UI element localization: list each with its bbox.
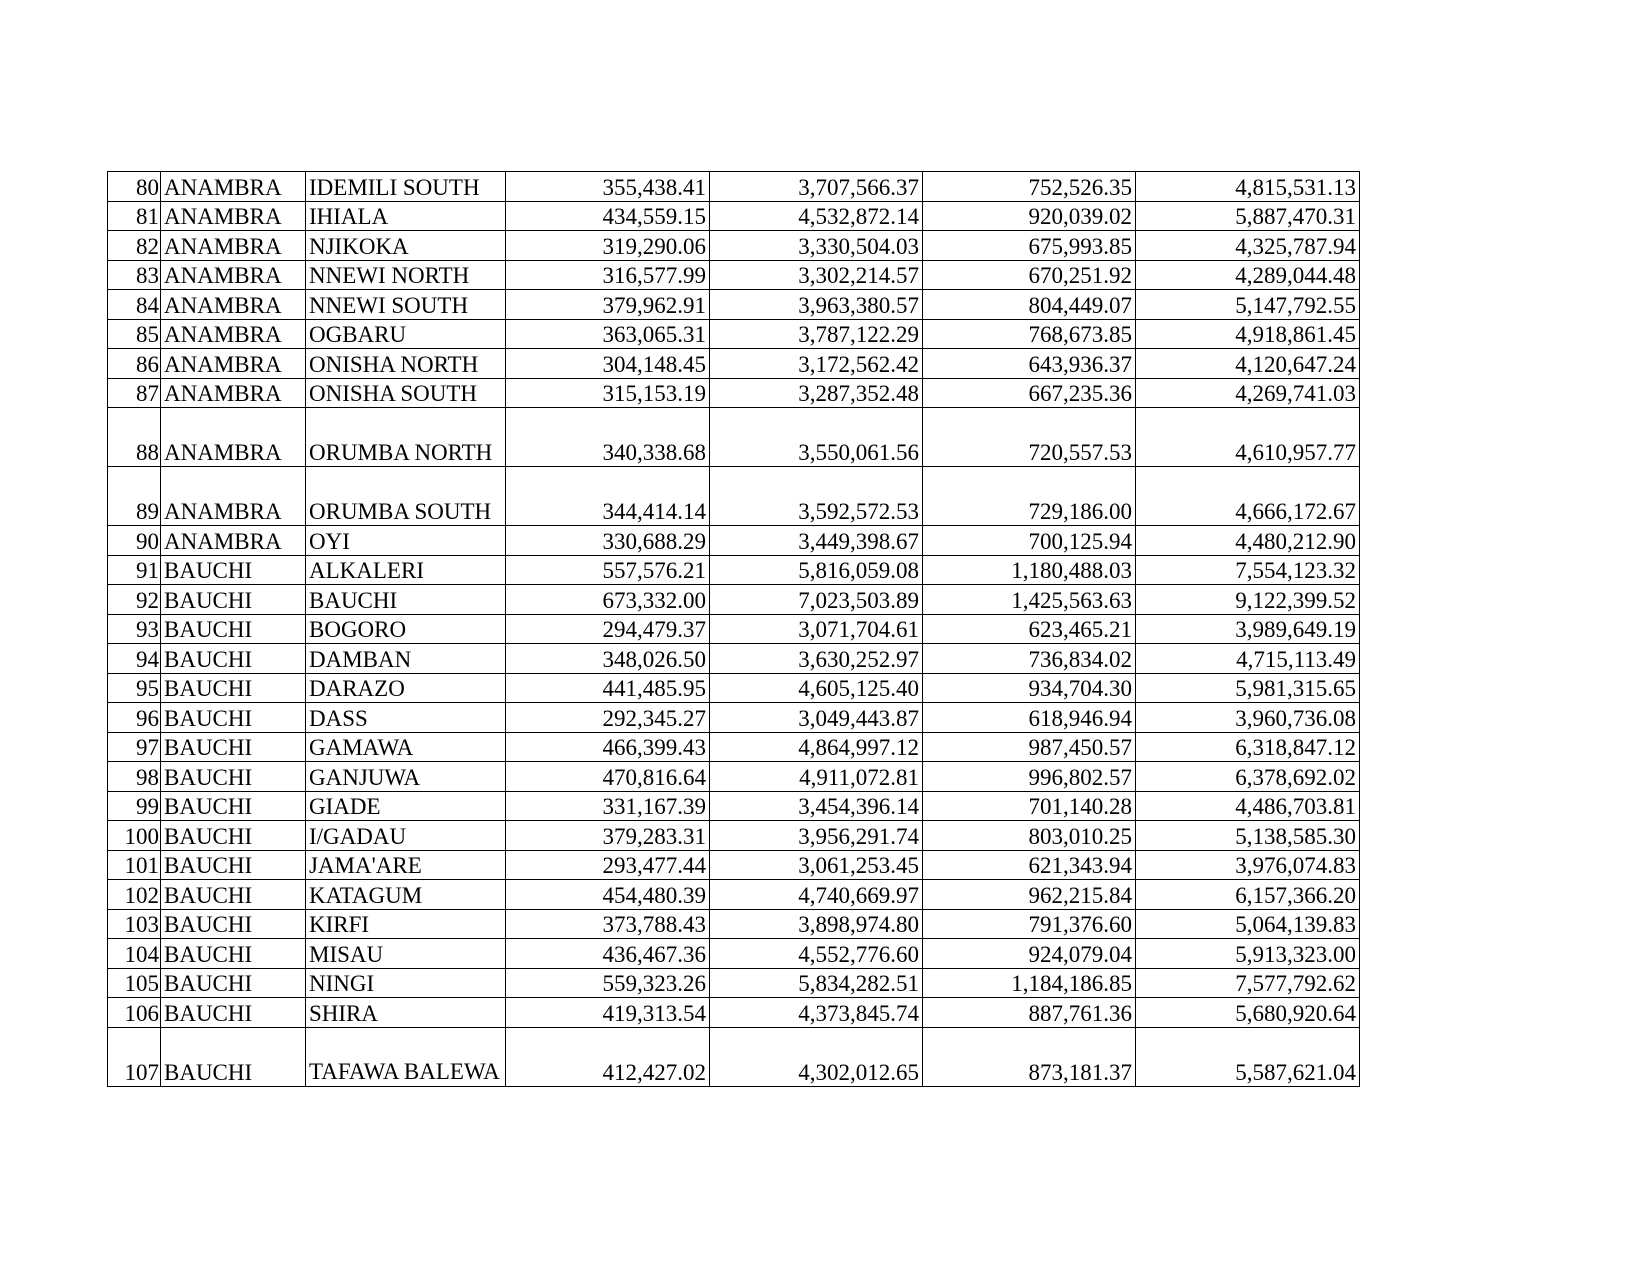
row-number-cell: 107 <box>108 1027 161 1086</box>
amount-col-3-cell: 700,125.94 <box>923 526 1136 556</box>
table-row <box>108 555 1360 585</box>
state-cell: BAUCHI <box>161 821 306 851</box>
state-cell: BAUCHI <box>161 703 306 733</box>
state-cell: ANAMBRA <box>161 231 306 261</box>
row-number-cell: 95 <box>108 673 161 703</box>
state-cell: ANAMBRA <box>161 201 306 231</box>
table-row <box>108 1027 1360 1086</box>
lga-cell: DASS <box>306 703 506 733</box>
lga-cell: KATAGUM <box>306 880 506 910</box>
total-cell: 6,157,366.20 <box>1136 880 1360 910</box>
lga-cell: GANJUWA <box>306 762 506 792</box>
amount-col-1-cell: 363,065.31 <box>506 319 710 349</box>
row-number-cell: 102 <box>108 880 161 910</box>
total-cell: 5,680,920.64 <box>1136 998 1360 1028</box>
amount-col-3-cell: 1,180,488.03 <box>923 555 1136 585</box>
row-number-cell: 104 <box>108 939 161 969</box>
row-number-cell: 92 <box>108 585 161 615</box>
lga-cell: ORUMBA NORTH <box>306 408 506 467</box>
row-number-cell: 101 <box>108 850 161 880</box>
state-cell: BAUCHI <box>161 585 306 615</box>
amount-col-2-cell: 5,816,059.08 <box>710 555 923 585</box>
state-cell: ANAMBRA <box>161 378 306 408</box>
amount-col-2-cell: 3,049,443.87 <box>710 703 923 733</box>
state-cell: ANAMBRA <box>161 467 306 526</box>
row-number-cell: 106 <box>108 998 161 1028</box>
amount-col-1-cell: 293,477.44 <box>506 850 710 880</box>
lga-cell: SHIRA <box>306 998 506 1028</box>
total-cell: 4,325,787.94 <box>1136 231 1360 261</box>
row-number-cell: 98 <box>108 762 161 792</box>
total-cell: 5,138,585.30 <box>1136 821 1360 851</box>
total-cell: 3,976,074.83 <box>1136 850 1360 880</box>
state-cell: ANAMBRA <box>161 319 306 349</box>
lga-cell: ONISHA NORTH <box>306 349 506 379</box>
row-number-cell: 105 <box>108 968 161 998</box>
lga-cell: ONISHA SOUTH <box>306 378 506 408</box>
total-cell: 5,064,139.83 <box>1136 909 1360 939</box>
amount-col-2-cell: 3,330,504.03 <box>710 231 923 261</box>
lga-cell: ORUMBA SOUTH <box>306 467 506 526</box>
amount-col-2-cell: 3,449,398.67 <box>710 526 923 556</box>
amount-col-2-cell: 3,061,253.45 <box>710 850 923 880</box>
total-cell: 7,554,123.32 <box>1136 555 1360 585</box>
amount-col-3-cell: 924,079.04 <box>923 939 1136 969</box>
lga-cell: I/GADAU <box>306 821 506 851</box>
state-cell: ANAMBRA <box>161 526 306 556</box>
amount-col-1-cell: 673,332.00 <box>506 585 710 615</box>
table-row <box>108 290 1360 320</box>
amount-col-2-cell: 3,630,252.97 <box>710 644 923 674</box>
row-number-cell: 88 <box>108 408 161 467</box>
amount-col-2-cell: 3,787,122.29 <box>710 319 923 349</box>
amount-col-3-cell: 768,673.85 <box>923 319 1136 349</box>
row-number-cell: 94 <box>108 644 161 674</box>
lga-cell: OGBARU <box>306 319 506 349</box>
table-row <box>108 378 1360 408</box>
lga-cell: ALKALERI <box>306 555 506 585</box>
total-cell: 4,120,647.24 <box>1136 349 1360 379</box>
lga-cell: IDEMILI SOUTH <box>306 172 506 202</box>
row-number-cell: 99 <box>108 791 161 821</box>
state-cell: BAUCHI <box>161 880 306 910</box>
amount-col-3-cell: 621,343.94 <box>923 850 1136 880</box>
amount-col-1-cell: 344,414.14 <box>506 467 710 526</box>
amount-col-1-cell: 330,688.29 <box>506 526 710 556</box>
amount-col-2-cell: 4,740,669.97 <box>710 880 923 910</box>
amount-col-1-cell: 419,313.54 <box>506 998 710 1028</box>
amount-col-3-cell: 996,802.57 <box>923 762 1136 792</box>
total-cell: 6,378,692.02 <box>1136 762 1360 792</box>
row-number-cell: 86 <box>108 349 161 379</box>
lga-cell: IHIALA <box>306 201 506 231</box>
amount-col-3-cell: 667,235.36 <box>923 378 1136 408</box>
table-row <box>108 762 1360 792</box>
row-number-cell: 100 <box>108 821 161 851</box>
lga-cell: NINGI <box>306 968 506 998</box>
amount-col-3-cell: 887,761.36 <box>923 998 1136 1028</box>
lga-cell: DAMBAN <box>306 644 506 674</box>
table-row <box>108 732 1360 762</box>
amount-col-3-cell: 675,993.85 <box>923 231 1136 261</box>
lga-cell: NJIKOKA <box>306 231 506 261</box>
amount-col-3-cell: 736,834.02 <box>923 644 1136 674</box>
amount-col-3-cell: 804,449.07 <box>923 290 1136 320</box>
row-number-cell: 96 <box>108 703 161 733</box>
amount-col-3-cell: 729,186.00 <box>923 467 1136 526</box>
amount-col-1-cell: 373,788.43 <box>506 909 710 939</box>
amount-col-3-cell: 720,557.53 <box>923 408 1136 467</box>
amount-col-1-cell: 304,148.45 <box>506 349 710 379</box>
total-cell: 4,715,113.49 <box>1136 644 1360 674</box>
amount-col-2-cell: 3,956,291.74 <box>710 821 923 851</box>
amount-col-3-cell: 987,450.57 <box>923 732 1136 762</box>
amount-col-2-cell: 4,532,872.14 <box>710 201 923 231</box>
state-cell: ANAMBRA <box>161 408 306 467</box>
amount-col-2-cell: 3,454,396.14 <box>710 791 923 821</box>
total-cell: 4,480,212.90 <box>1136 526 1360 556</box>
amount-col-2-cell: 3,287,352.48 <box>710 378 923 408</box>
state-cell: ANAMBRA <box>161 349 306 379</box>
total-cell: 5,587,621.04 <box>1136 1027 1360 1086</box>
amount-col-1-cell: 331,167.39 <box>506 791 710 821</box>
row-number-cell: 97 <box>108 732 161 762</box>
table-row <box>108 968 1360 998</box>
amount-col-1-cell: 292,345.27 <box>506 703 710 733</box>
total-cell: 5,913,323.00 <box>1136 939 1360 969</box>
table-row <box>108 998 1360 1028</box>
table-row <box>108 260 1360 290</box>
total-cell: 4,486,703.81 <box>1136 791 1360 821</box>
state-cell: BAUCHI <box>161 909 306 939</box>
lga-cell: GAMAWA <box>306 732 506 762</box>
table-row <box>108 644 1360 674</box>
state-cell: BAUCHI <box>161 998 306 1028</box>
row-number-cell: 83 <box>108 260 161 290</box>
amount-col-3-cell: 803,010.25 <box>923 821 1136 851</box>
lga-cell: TAFAWA BALEWA <box>306 1027 506 1086</box>
amount-col-1-cell: 441,485.95 <box>506 673 710 703</box>
total-cell: 4,815,531.13 <box>1136 172 1360 202</box>
amount-col-1-cell: 412,427.02 <box>506 1027 710 1086</box>
state-cell: BAUCHI <box>161 968 306 998</box>
amount-col-2-cell: 4,302,012.65 <box>710 1027 923 1086</box>
allocation-table <box>107 171 1360 1087</box>
total-cell: 4,610,957.77 <box>1136 408 1360 467</box>
total-cell: 5,147,792.55 <box>1136 290 1360 320</box>
total-cell: 7,577,792.62 <box>1136 968 1360 998</box>
amount-col-1-cell: 379,962.91 <box>506 290 710 320</box>
amount-col-1-cell: 315,153.19 <box>506 378 710 408</box>
table-row <box>108 349 1360 379</box>
amount-col-2-cell: 4,911,072.81 <box>710 762 923 792</box>
amount-col-2-cell: 3,592,572.53 <box>710 467 923 526</box>
lga-cell: MISAU <box>306 939 506 969</box>
table-row <box>108 939 1360 969</box>
total-cell: 3,989,649.19 <box>1136 614 1360 644</box>
table-row <box>108 526 1360 556</box>
amount-col-2-cell: 4,373,845.74 <box>710 998 923 1028</box>
amount-col-1-cell: 348,026.50 <box>506 644 710 674</box>
amount-col-1-cell: 454,480.39 <box>506 880 710 910</box>
state-cell: BAUCHI <box>161 850 306 880</box>
lga-cell: NNEWI SOUTH <box>306 290 506 320</box>
table-row <box>108 850 1360 880</box>
table-row <box>108 821 1360 851</box>
amount-col-3-cell: 1,425,563.63 <box>923 585 1136 615</box>
total-cell: 4,269,741.03 <box>1136 378 1360 408</box>
lga-cell: JAMA'ARE <box>306 850 506 880</box>
lga-cell: NNEWI NORTH <box>306 260 506 290</box>
amount-col-3-cell: 873,181.37 <box>923 1027 1136 1086</box>
amount-col-2-cell: 3,707,566.37 <box>710 172 923 202</box>
table-row <box>108 703 1360 733</box>
table-row <box>108 585 1360 615</box>
table-row <box>108 880 1360 910</box>
lga-cell: BAUCHI <box>306 585 506 615</box>
table-row <box>108 408 1360 467</box>
state-cell: BAUCHI <box>161 673 306 703</box>
amount-col-2-cell: 3,302,214.57 <box>710 260 923 290</box>
row-number-cell: 103 <box>108 909 161 939</box>
amount-col-1-cell: 379,283.31 <box>506 821 710 851</box>
allocation-table-body <box>108 172 1360 1087</box>
table-row <box>108 319 1360 349</box>
amount-col-1-cell: 557,576.21 <box>506 555 710 585</box>
amount-col-3-cell: 701,140.28 <box>923 791 1136 821</box>
total-cell: 9,122,399.52 <box>1136 585 1360 615</box>
amount-col-2-cell: 3,963,380.57 <box>710 290 923 320</box>
amount-col-3-cell: 962,215.84 <box>923 880 1136 910</box>
amount-col-1-cell: 316,577.99 <box>506 260 710 290</box>
amount-col-2-cell: 3,071,704.61 <box>710 614 923 644</box>
amount-col-1-cell: 436,467.36 <box>506 939 710 969</box>
row-number-cell: 82 <box>108 231 161 261</box>
table-row <box>108 172 1360 202</box>
amount-col-2-cell: 4,864,997.12 <box>710 732 923 762</box>
amount-col-1-cell: 355,438.41 <box>506 172 710 202</box>
state-cell: BAUCHI <box>161 732 306 762</box>
amount-col-3-cell: 670,251.92 <box>923 260 1136 290</box>
state-cell: ANAMBRA <box>161 172 306 202</box>
state-cell: BAUCHI <box>161 791 306 821</box>
amount-col-2-cell: 3,898,974.80 <box>710 909 923 939</box>
amount-col-2-cell: 7,023,503.89 <box>710 585 923 615</box>
lga-cell: GIADE <box>306 791 506 821</box>
amount-col-2-cell: 4,605,125.40 <box>710 673 923 703</box>
state-cell: BAUCHI <box>161 644 306 674</box>
total-cell: 4,918,861.45 <box>1136 319 1360 349</box>
amount-col-3-cell: 643,936.37 <box>923 349 1136 379</box>
lga-cell: BOGORO <box>306 614 506 644</box>
table-row <box>108 614 1360 644</box>
total-cell: 4,289,044.48 <box>1136 260 1360 290</box>
amount-col-1-cell: 559,323.26 <box>506 968 710 998</box>
row-number-cell: 80 <box>108 172 161 202</box>
table-row <box>108 467 1360 526</box>
state-cell: BAUCHI <box>161 1027 306 1086</box>
table-row <box>108 909 1360 939</box>
row-number-cell: 93 <box>108 614 161 644</box>
table-row <box>108 791 1360 821</box>
state-cell: BAUCHI <box>161 614 306 644</box>
state-cell: BAUCHI <box>161 555 306 585</box>
total-cell: 3,960,736.08 <box>1136 703 1360 733</box>
table-row <box>108 673 1360 703</box>
lga-cell: DARAZO <box>306 673 506 703</box>
state-cell: ANAMBRA <box>161 260 306 290</box>
row-number-cell: 85 <box>108 319 161 349</box>
state-cell: ANAMBRA <box>161 290 306 320</box>
total-cell: 5,981,315.65 <box>1136 673 1360 703</box>
total-cell: 6,318,847.12 <box>1136 732 1360 762</box>
amount-col-3-cell: 920,039.02 <box>923 201 1136 231</box>
row-number-cell: 91 <box>108 555 161 585</box>
row-number-cell: 87 <box>108 378 161 408</box>
row-number-cell: 84 <box>108 290 161 320</box>
amount-col-3-cell: 934,704.30 <box>923 673 1136 703</box>
amount-col-1-cell: 340,338.68 <box>506 408 710 467</box>
amount-col-2-cell: 3,550,061.56 <box>710 408 923 467</box>
amount-col-2-cell: 3,172,562.42 <box>710 349 923 379</box>
amount-col-3-cell: 752,526.35 <box>923 172 1136 202</box>
state-cell: BAUCHI <box>161 762 306 792</box>
state-cell: BAUCHI <box>161 939 306 969</box>
table-row <box>108 201 1360 231</box>
amount-col-2-cell: 5,834,282.51 <box>710 968 923 998</box>
row-number-cell: 90 <box>108 526 161 556</box>
total-cell: 5,887,470.31 <box>1136 201 1360 231</box>
amount-col-1-cell: 470,816.64 <box>506 762 710 792</box>
amount-col-1-cell: 466,399.43 <box>506 732 710 762</box>
amount-col-1-cell: 319,290.06 <box>506 231 710 261</box>
lga-cell: KIRFI <box>306 909 506 939</box>
amount-col-1-cell: 434,559.15 <box>506 201 710 231</box>
row-number-cell: 89 <box>108 467 161 526</box>
amount-col-3-cell: 1,184,186.85 <box>923 968 1136 998</box>
total-cell: 4,666,172.67 <box>1136 467 1360 526</box>
amount-col-2-cell: 4,552,776.60 <box>710 939 923 969</box>
row-number-cell: 81 <box>108 201 161 231</box>
amount-col-3-cell: 623,465.21 <box>923 614 1136 644</box>
amount-col-3-cell: 791,376.60 <box>923 909 1136 939</box>
lga-cell: OYI <box>306 526 506 556</box>
table-row <box>108 231 1360 261</box>
amount-col-1-cell: 294,479.37 <box>506 614 710 644</box>
amount-col-3-cell: 618,946.94 <box>923 703 1136 733</box>
